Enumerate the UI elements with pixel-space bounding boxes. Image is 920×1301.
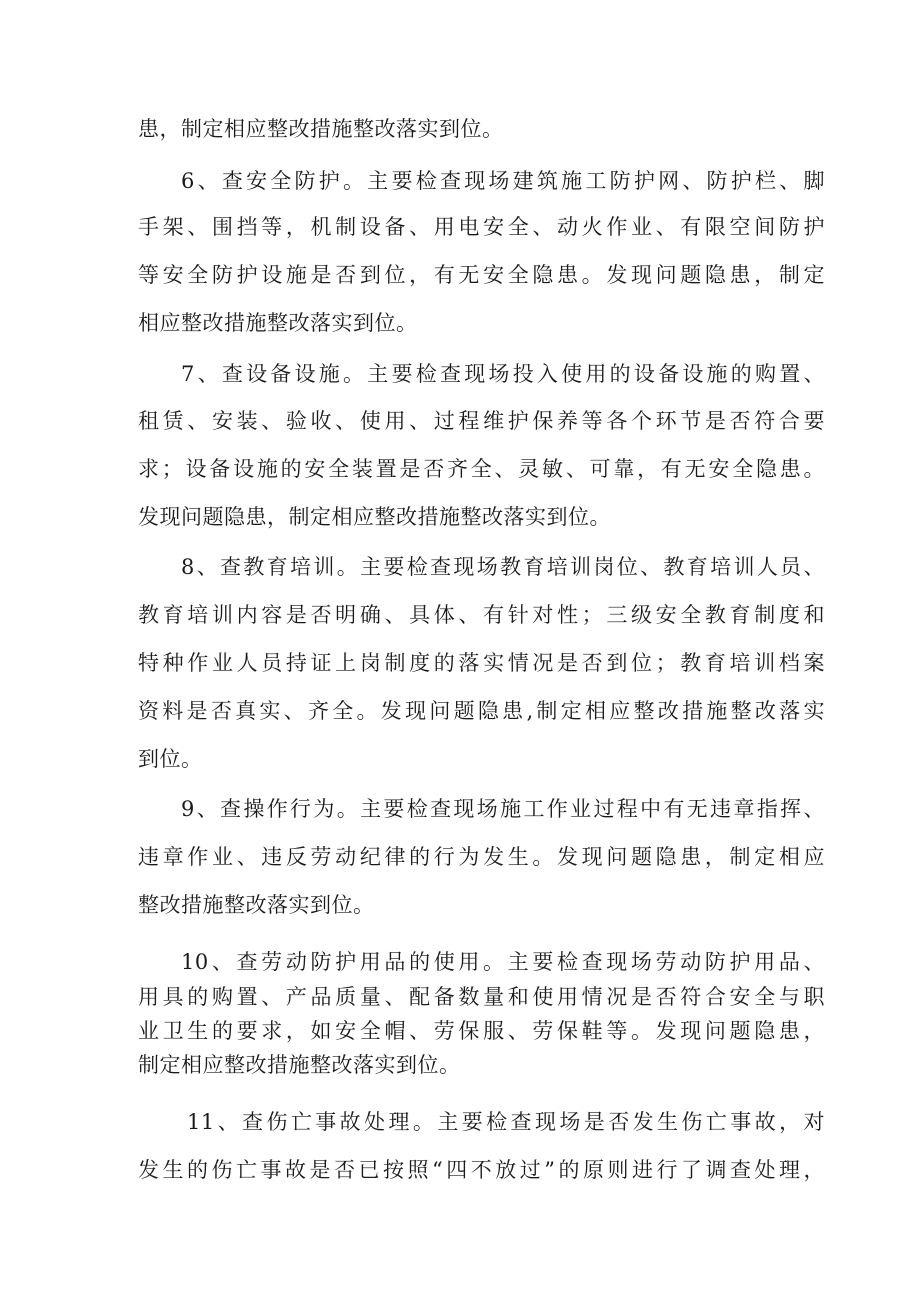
paragraph-line: 7、查设备设施。主要检查现场投入使用的设备设施的购置、 [181, 362, 825, 386]
paragraph-line: 9、查操作行为。主要检查现场施工作业过程中有无违章指挥、 [181, 797, 825, 821]
paragraph-line: 制定相应整改措施整改落实到位。 [138, 1053, 461, 1077]
paragraph-line: 租赁、安装、验收、使用、过程维护保养等各个环节是否符合要 [138, 409, 825, 433]
paragraph-line: 用具的购置、产品质量、配备数量和使用情况是否符合安全与职 [138, 985, 825, 1009]
paragraph-line: 10、查劳动防护用品的使用。主要检查现场劳动防护用品、 [181, 950, 825, 974]
paragraph-line: 发生的伤亡事故是否已按照“四不放过”的原则进行了调查处理， [138, 1158, 825, 1182]
paragraph-line: 特种作业人员持证上岗制度的落实情况是否到位；教育培训档案 [138, 651, 825, 675]
paragraph-line: 8、查教育培训。主要检查现场教育培训岗位、教育培训人员、 [181, 555, 825, 579]
paragraph-line: 整改措施整改落实到位。 [138, 893, 375, 917]
paragraph-line: 手架、围挡等，机制设备、用电安全、动火作业、有限空间防护 [138, 215, 825, 239]
paragraph-line: 患，制定相应整改措施整改落实到位。 [138, 117, 504, 141]
paragraph-line: 11、查伤亡事故处理。主要检查现场是否发生伤亡事故，对 [187, 1110, 825, 1134]
paragraph-line: 到位。 [138, 747, 203, 771]
paragraph-line: 等安全防护设施是否到位，有无安全隐患。发现问题隐患，制定 [138, 263, 825, 287]
paragraph-line: 教育培训内容是否明确、具体、有针对性；三级安全教育制度和 [138, 603, 825, 627]
paragraph-line: 违章作业、违反劳动纪律的行为发生。发现问题隐患，制定相应 [138, 845, 825, 869]
paragraph-line: 6、查安全防护。主要检查现场建筑施工防护网、防护栏、脚 [181, 169, 825, 193]
paragraph-line: 相应整改措施整改落实到位。 [138, 311, 418, 335]
paragraph-line: 资料是否真实、齐全。发现问题隐患,制定相应整改措施整改落实 [138, 699, 825, 723]
paragraph-line: 业卫生的要求，如安全帽、劳保服、劳保鞋等。发现问题隐患， [138, 1019, 825, 1043]
paragraph-line: 发现问题隐患，制定相应整改措施整改落实到位。 [138, 505, 611, 529]
paragraph-line: 求；设备设施的安全装置是否齐全、灵敏、可靠，有无安全隐患。 [138, 457, 825, 481]
